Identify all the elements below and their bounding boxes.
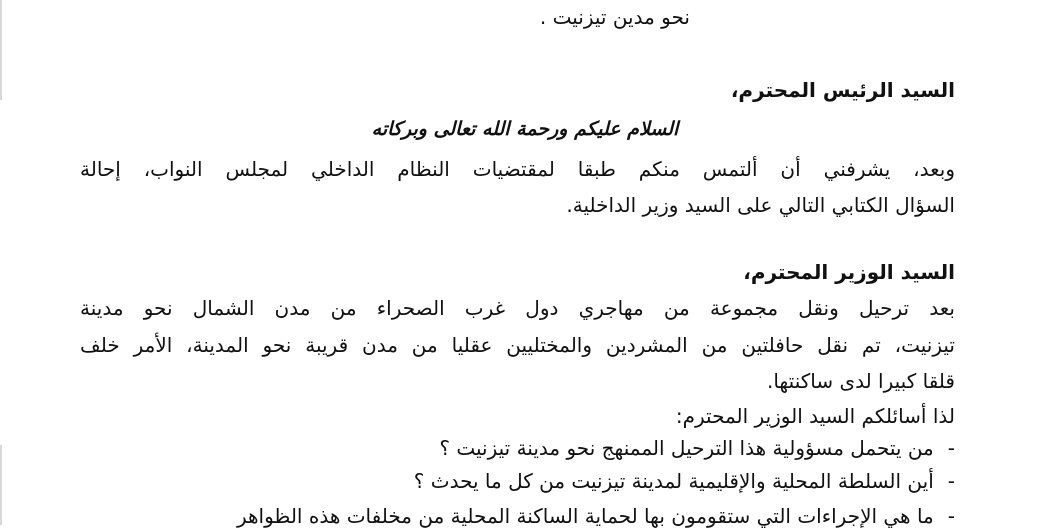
body-line-1: بعد ترحيل ونقل مجموعة من مهاجري دول غرب الصحراء من مدن الشمال نحو مدينة (80, 296, 955, 320)
list-dash: - (947, 504, 955, 528)
question-text: ما هي الإجراءات التي ستقومون بها لحماية الساكنة المحلية من مخلفات هذه الظواهر (236, 504, 934, 528)
body-line-3: قلقا كبيرا لدى ساكنتها. (766, 369, 955, 393)
question-list-item (439, 434, 955, 462)
question-text: من يتحمل مسؤولية هذا الترحيل الممنهج نحو مدينة تيزنيت ؟ (439, 436, 934, 460)
question-text: أين السلطة المحلية والإقليمية لمدينة تيزنيت من كل ما يحدث ؟ (413, 469, 934, 493)
intro-line-1: وبعد، يشرفني أن ألتمس منكم طبقا لمقتضيات النظام الداخلي لمجلس النواب، إحالة (80, 157, 955, 181)
salutation-president: السيد الرئيس المحترم، (730, 78, 955, 102)
list-dash: - (947, 436, 955, 460)
question-list-item (237, 502, 955, 530)
fragment-top-line: نحو مدين تيزنيت . (539, 5, 690, 29)
question-list-item (414, 467, 955, 495)
question-intro: لذا أسائلكم السيد الوزير المحترم: (675, 404, 955, 428)
intro-line-2: السؤال الكتابي التالي على السيد وزير الداخلية. (566, 193, 955, 217)
salutation-minister: السيد الوزير المحترم، (743, 260, 955, 284)
list-dash: - (947, 469, 955, 493)
body-line-2: تيزنيت، تم نقل حافلتين من المشردين والمختليين عقليا من مدن قريبة نحو المدينة، الأمر خلف (80, 333, 955, 357)
page-edge-line (0, 445, 2, 525)
page-edge-line (0, 0, 2, 100)
greeting-line: السلام عليكم ورحمة الله تعالى وبركاته (371, 118, 679, 140)
